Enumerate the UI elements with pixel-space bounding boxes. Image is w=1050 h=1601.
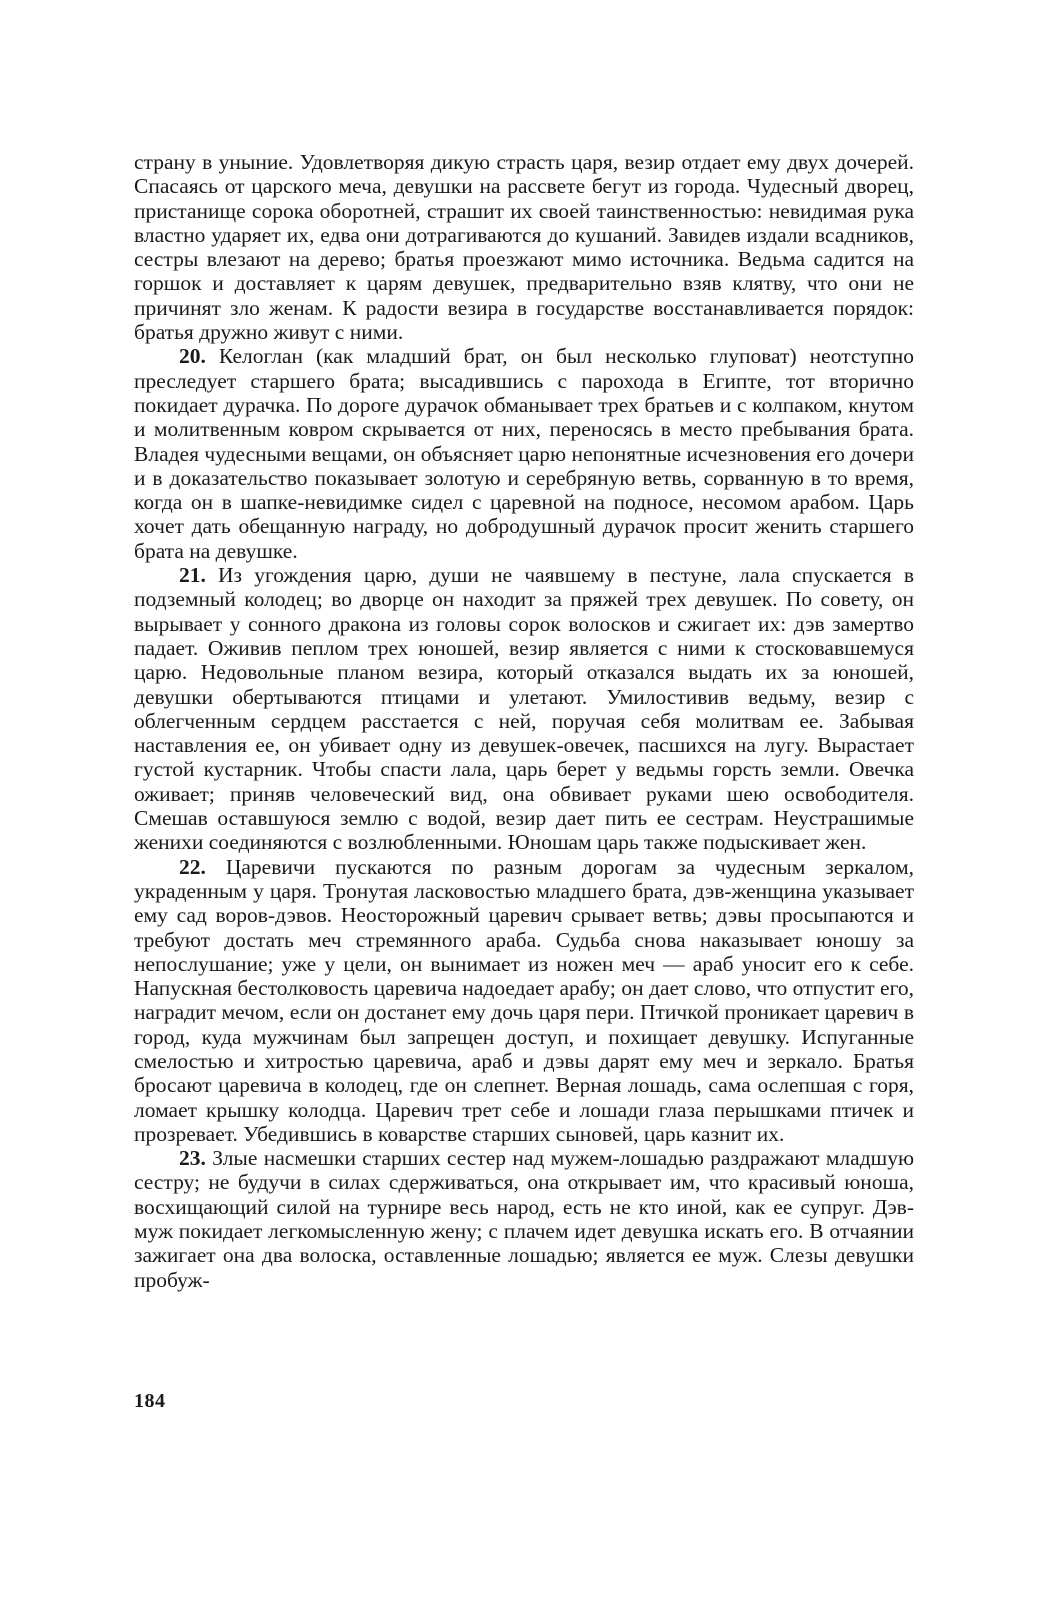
paragraph-number: 22. xyxy=(179,854,206,879)
paragraph-number: 23. xyxy=(179,1146,206,1171)
paragraph-23 xyxy=(134,1146,914,1292)
paragraph-text: Злые насмешки старших сестер над мужем-лошадью раздражают младшую сестру; не будучи в силах сдерживаться, она открывает им, что красивый юноша, восхищающий силой на турнире весь народ, есть не кто иной, как ее супруг. Дэв-муж покидает легкомысленную жену; с плачем идет девушка искать его. В отчаянии зажигает она два волоска, оставленные лошадью; является ее муж. Слезы девушки пробуж- xyxy=(134,1146,915,1292)
paragraph-20 xyxy=(134,344,914,563)
paragraph-22 xyxy=(134,855,914,1147)
paragraph-21 xyxy=(134,563,914,855)
paragraph-continued xyxy=(134,150,914,344)
paragraph-number: 20. xyxy=(179,344,206,369)
page-body xyxy=(134,150,914,1292)
paragraph-text: Из угождения царю, души не чаявшему в пестуне, лала спускается в подземный колодец; во дворце он находит за пряжей трех девушек. По совету, он вырывает у сонного дракона из головы сорок волосков и сжигает их: дэв замертво падает. Оживив пеплом трех юношей, везир является с ними к стосковавшемуся царю. Недовольные планом везира, который отказался выдать их за юношей, девушки обертываются птицами и улетают. Умилостивив ведьму, везир с облегченным сердцем расстается с ней, поручая себя молитвам ее. Забывая наставления ее, он убивает одну из девушек-овечек, пасшихся на лугу. Вырастает густой кустарник. Чтобы спасти лала, царь берет у ведьмы горсть земли. Овечка оживает; приняв человеческий вид, она обвивает руками шею освободителя. Смешав оставшуюся землю с водой, везир дает пить ее сестрам. Неустрашимые женихи соединяются с возлюбленными. Юношам царь также подыскивает жен. xyxy=(134,563,914,855)
paragraph-text: страну в уныние. Удовлетворяя дикую страсть царя, везир отдает ему двух дочерей. Спасаясь от царского меча, девушки на рассвете бегут из города. Чудесный дворец, пристанище сорока оборотней, страшит их своей таинственностью: невидимая рука властно ударяет их, едва они дотрагиваются до кушаний. Завидев издали всадников, сестры влезают на дерево; братья проезжают мимо источника. Ведьма садится на горшок и доставляет к царям девушек, предварительно взяв клятву, что они не причинят зло женам. К радости везира в государстве восстанавливается порядок: братья дружно живут с ними. xyxy=(134,150,914,345)
page-number: 184 xyxy=(134,1390,166,1412)
paragraph-text: Келоглан (как младший брат, он был несколько глуповат) неотступно преследует старшего брата; высадившись с парохода в Египте, тот вторично покидает дурачка. По дороге дурачок обманывает трех братьев и с колпаком, кнутом и молитвенным ковром скрывается от них, переносясь в место пребывания брата. Владея чудесными вещами, он объясняет царю непонятные исчезновения его дочери и в доказательство показывает золотую и серебряную ветвь, сорванную в то время, когда он в шапке-невидимке сидел с царевной на подносе, несомом арабом. Царь хочет дать обещанную награду, но добродушный дурачок просит женить старшего брата на девушке. xyxy=(134,344,914,563)
paragraph-number: 21. xyxy=(179,563,206,588)
paragraph-text: Царевичи пускаются по разным дорогам за чудесным зеркалом, украденным у царя. Тронутая ласковостью младшего брата, дэв-женщина указывает ему сад воров-дэвов. Неосторожный царевич срывает ветвь; дэвы просыпаются и требуют достать меч стремянного араба. Судьба снова наказывает юношу за непослушание; уже у цели, он вынимает из ножен меч — араб уносит его к себе. Напускная бестолковость царевича надоедает арабу; он дает слово, что отпустит его, наградит мечом, если он достанет ему дочь царя пери. Птичкой проникает царевич в город, куда мужчинам был запрещен доступ, и похищает девушку. Испуганные смелостью и хитростью царевича, араб и дэвы дарят ему меч и зеркало. Братья бросают царевича в колодец, где он слепнет. Верная лошадь, сама ослепшая с горя, ломает крышку колодца. Царевич трет себе и лошади глаза перышками птичек и прозревает. Убедившись в коварстве старших сыновей, царь казнит их. xyxy=(134,854,914,1146)
